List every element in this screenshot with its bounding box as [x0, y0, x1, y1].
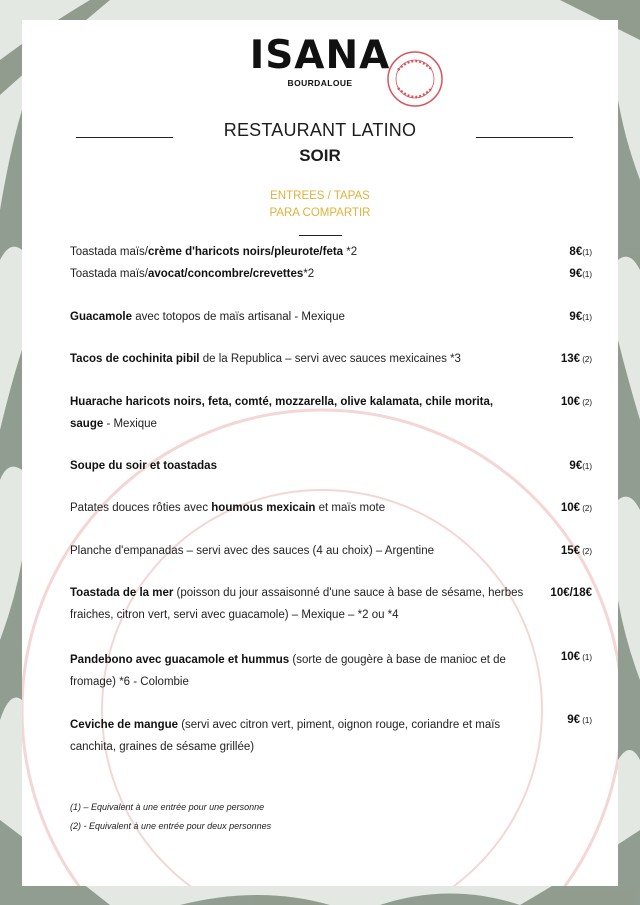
category-line-2: PARA COMPARTIR	[269, 207, 371, 219]
brand-logo: ISANA	[249, 33, 391, 78]
menu-item-price: 9€ (1)	[567, 714, 592, 726]
logo-stamp-icon	[386, 50, 444, 108]
menu-item: Toastada maïs/avocat/concombre/crevettes*2	[70, 268, 315, 280]
menu-item: Pandebono avec guacamole et hummus (sorte de gougère à base de manioc et de fromage) *6 - Colombie	[70, 654, 506, 688]
menu-item-price: 10€ (2)	[560, 502, 592, 514]
menu-item: Ceviche de mangue (servi avec citron vert, piment, oignon rouge, coriandre et maïs canchita, graines de sésame grillée)	[70, 719, 501, 753]
menu-item: Soupe du soir et toastadas	[70, 460, 217, 472]
page-title: RESTAURANT LATINO	[223, 120, 417, 140]
footnote-one: (1) – Equivalent à une entrée pour une personne	[70, 802, 265, 812]
brand-subtitle: BOURDALOUE	[287, 78, 353, 88]
category-line-1: ENTREES / TAPAS	[270, 190, 370, 202]
menu-item: Tacos de cochinita pibil de la Republica – servi avec sauces mexicaines *3	[70, 353, 461, 365]
menu-item: Toastada maïs/crème d'haricots noirs/pleurote/feta *2	[70, 246, 358, 258]
menu-item-price: 9€(1)	[569, 311, 592, 323]
menu-item: Toastada de la mer (poisson du jour assaisonné d'une sauce à base de sésame, herbes fraiches, citron vert, servi avec guacamole) – Mexique – *2 ou *4	[70, 587, 524, 621]
menu-item-price: 15€ (2)	[560, 545, 592, 557]
category-divider	[299, 235, 342, 236]
menu-item-price: 9€(1)	[569, 268, 592, 280]
menu-item-price: 10€ (1)	[560, 651, 592, 663]
menu-item: Patates douces rôties avec houmous mexicain et maïs mote	[70, 502, 386, 514]
menu-item: Huarache haricots noirs, feta, comté, mozzarella, olive kalamata, chile morita, sauge - Mexique	[70, 396, 494, 430]
page-subtitle: SOIR	[299, 146, 341, 165]
menu-item-price: 9€(1)	[569, 460, 592, 472]
menu-item-price: 10€ (2)	[560, 396, 592, 408]
footnote-two: (2) - Equivalent à une entrée pour deux personnes	[70, 821, 272, 831]
menu-item-price: 8€(1)	[569, 246, 592, 258]
menu-item-price: 10€/18€	[550, 587, 592, 599]
menu-item-price: 13€ (2)	[560, 353, 592, 365]
menu-item: Planche d'empanadas – servi avec des sauces (4 au choix) – Argentine	[70, 545, 435, 557]
menu-item: Guacamole avec totopos de maïs artisanal - Mexique	[70, 311, 345, 323]
